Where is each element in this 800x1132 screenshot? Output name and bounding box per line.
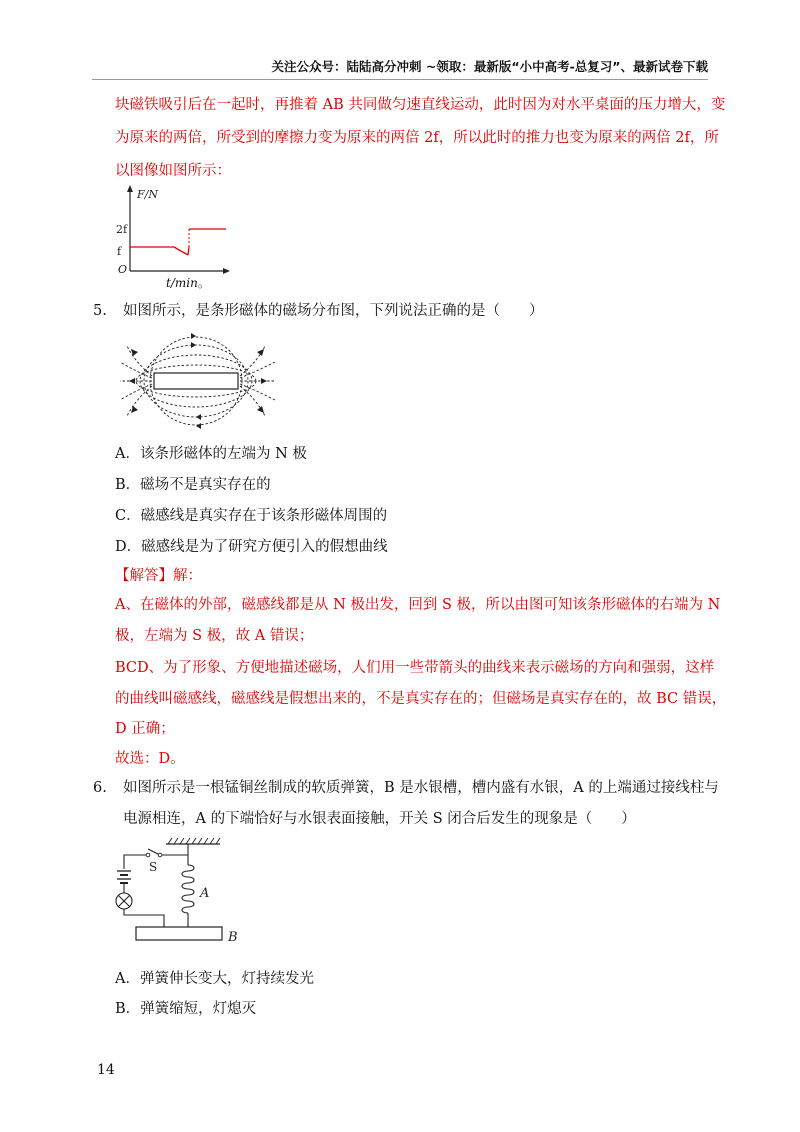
label-b: B [228, 930, 238, 945]
q5-answer-tag: 【解答】 [115, 568, 173, 584]
graph-x-label-wrap [166, 273, 210, 293]
spring-coil [182, 865, 194, 913]
q5-answer-line-1: A、在磁体的外部，磁感线都是从 N 极出发，回到 S 极，所以由图可知该条形磁体的右端为 N [115, 597, 721, 613]
prev-answer-line-1: 块磁铁吸引后在一起时，再推着 AB 共同做匀速直线运动，此时因为对水平桌面的压力增大，变 [115, 97, 726, 113]
bar-magnet-field-figure [115, 332, 280, 430]
ceiling-hatch [168, 838, 220, 844]
q6-stem-line-1: 如图所示是一根锰铜丝制成的软质弹簧，B 是水银槽，槽内盛有水银，A 的上端通过接线柱与 [123, 780, 719, 796]
graph-x-arrow [223, 268, 230, 274]
q5-option-c: C．磁感线是真实存在于该条形磁体周围的 [115, 508, 388, 524]
field-line-right-down2 [240, 384, 275, 400]
q5-number: 5. [93, 303, 107, 319]
mercury-trough [136, 927, 222, 940]
q6-number: 6. [93, 780, 107, 796]
q5-answer-header [115, 566, 202, 586]
graph-origin: O [118, 263, 128, 276]
arrow-right-down [257, 406, 264, 413]
page-header: 关注公众号：陆陆高分冲刺 ~领取：最新版“小中高考-总复习”、最新试卷下载 [271, 59, 708, 74]
q5-answer-intro: 解： [173, 568, 202, 584]
wire-left-top [124, 855, 146, 869]
arrow-bottom-loop [196, 423, 201, 429]
graph-x-label: t/min [166, 276, 198, 290]
switch-contact-right [158, 853, 162, 857]
graph-tick-f: f [117, 245, 122, 258]
q5-answer-line-2: 极，左端为 S 极，故 A 错误； [115, 628, 314, 644]
label-a: A [200, 886, 210, 901]
q5-answer-line-4: 的曲线叫磁感线，磁感线是假想出来的，不是真实存在的；但磁场是真实存在的，故 BC 错误， [115, 691, 727, 707]
graph-y-label: F/N [137, 188, 158, 201]
q5-stem: 如图所示，是条形磁体的磁场分布图，下列说法正确的是（ ） [123, 303, 544, 319]
graph-trailing-mark: 。 [197, 276, 210, 290]
arrow-top-loop [191, 333, 196, 339]
header-divider [92, 79, 708, 80]
arrow-bottom-loop-2 [196, 414, 201, 420]
spring-circuit-figure [108, 835, 258, 947]
arrow-top-loop-2 [191, 342, 196, 348]
arrow-right-mid [261, 378, 267, 384]
graph-tick-2f: 2f [116, 223, 128, 236]
graph-line-drop [174, 247, 188, 255]
prev-answer-line-2: 为原来的两倍，所受到的摩擦力变为原来的两倍 2f，所以此时的推力也变为原来的两倍 2f，所 [115, 130, 719, 146]
label-s: S [149, 860, 158, 874]
q6-option-a: A．弹簧伸长变大，灯持续发光 [115, 971, 314, 987]
q5-answer-line-5: D 正确； [115, 721, 175, 737]
q5-answer-line-6: 故选：D。 [115, 751, 185, 767]
graph-y-arrow [127, 185, 133, 192]
field-line-left-up2 [120, 362, 152, 378]
bar-magnet [154, 373, 238, 389]
switch-contact-left [146, 853, 150, 857]
q5-option-a: A．该条形磁体的左端为 N 极 [115, 446, 307, 462]
q6-option-b: B．弹簧缩短，灯熄灭 [115, 1001, 257, 1017]
arrow-left-mid [129, 378, 135, 384]
q5-answer-line-3: BCD、为了形象、方便地描述磁场，人们用一些带箭头的曲线来表示磁场的方向和强弱，这样 [115, 660, 715, 676]
q6-stem-line-2: 电源相连，A 的下端恰好与水银表面接触，开关 S 闭合后发生的现象是（ ） [123, 811, 636, 827]
wire-lamp-trough [124, 909, 164, 927]
prev-answer-line-3: 以图像如图所示： [115, 163, 231, 179]
q5-option-d: D．磁感线是为了研究方便引入的假想曲线 [115, 539, 388, 555]
q5-option-b: B．磁场不是真实存在的 [115, 477, 271, 493]
page-number: 14 [97, 1062, 115, 1078]
field-line-left-down2 [120, 384, 152, 400]
arrow-right-up [257, 349, 264, 356]
graph-line-kink [188, 247, 189, 255]
